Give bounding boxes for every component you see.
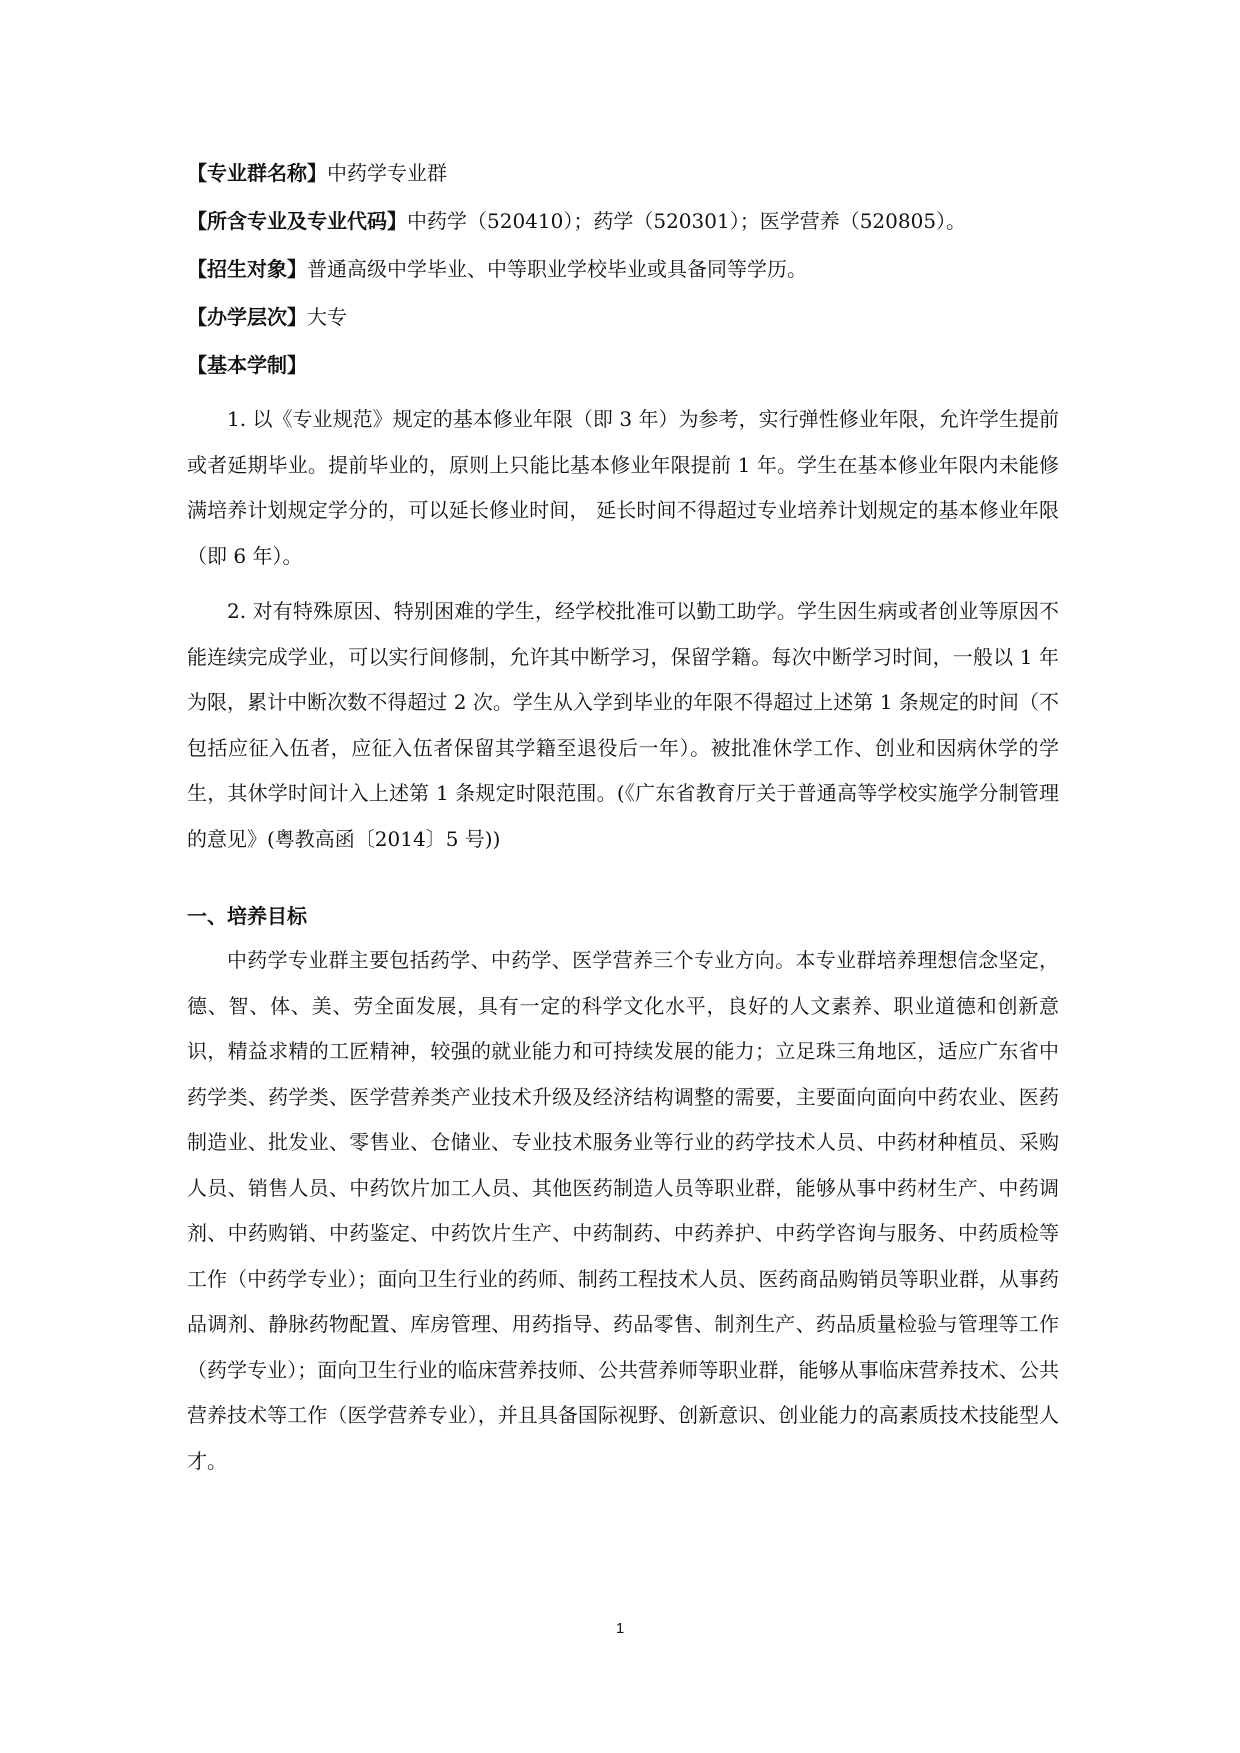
enrollment-line [187,253,1059,286]
enrollment-value: 普通高级中学毕业、中等职业学校毕业或具备同等学历。 [307,257,807,281]
majors-value: 中药学（520410）；药学（520301）；医学营养（520805）。 [407,209,967,233]
page-content [187,157,1059,1484]
section-heading-training-goals: 一、培养目标 [187,904,307,928]
training-goals-paragraph: 中药学专业群主要包括药学、中药学、医学营养三个专业方向。本专业群培养理想信念坚定，德、智、体、美、劳全面发展，具有一定的科学文化水平，良好的人文素养、职业道德和创新意识，精益求精的工匠精神，较强的就业能力和可持续发展的能力；立足珠三角地区，适应广东省中药学类、药学类、医学营养类产业技术升级及经济结构调整的需要，主要面向面向中药农业、医药制造业、批发业、零售业、仓储业、专业技术服务业等行业的药学技术人员、中药材种植员、采购人员、销售人员、中药饮片加工人员、其他医药制造人员等职业群，能够从事中药材生产、中药调剂、中药购销、中药鉴定、中药饮片生产、中药制药、中药养护、中药学咨询与服务、中药质检等工作（中药学专业）；面向卫生行业的药师、制药工程技术人员、医药商品购销员等职业群，从事药品调剂、静脉药物配置、库房管理、用药指导、药品零售、制剂生产、药品质量检验与管理等工作（药学专业）；面向卫生行业的临床营养技师、公共营养师等职业群，能够从事临床营养技术、公共营养技术等工作（医学营养专业），并且具备国际视野、创新意识、创业能力的高素质技术技能型人才。 [187,948,1059,1473]
level-value: 大专 [307,305,347,329]
group-name-value: 中药学专业群 [327,161,447,185]
schooling-paragraph-1: 1. 以《专业规范》规定的基本修业年限（即 3 年）为参考，实行弹性修业年限，允许学生提前或者延期毕业。提前毕业的，原则上只能比基本修业年限提前 1 年。学生在基本修业年限内未能修满培养计划规定学分的，可以延长修业时间， 延长时间不得超过专业培养计划规定的基本修业年限（即 6 年）。 [187,407,1059,568]
schooling-paragraph-2: 2. 对有特殊原因、特别困难的学生，经学校批准可以勤工助学。学生因生病或者创业等原因不能连续完成学业，可以实行间修制，允许其中断学习，保留学籍。每次中断学习时间，一般以 1 年为限，累计中断次数不得超过 2 次。学生从入学到毕业的年限不得超过上述第 1 条规定的时间（不包括应征入伍者，应征入伍者保留其学籍至退役后一年）。被批准休学工作、创业和因病休学的学生，其休学时间计入上述第 1 条规定时限范围。(《广东省教育厅关于普通高等学校实施学分制管理的意见》(粤教高函〔2014〕5 号)) [187,599,1059,851]
enrollment-label: 【招生对象】 [187,257,307,281]
group-name-label: 【专业群名称】 [187,161,327,185]
schooling-label: 【基本学制】 [187,353,307,377]
group-name-line [187,157,1059,190]
level-label: 【办学层次】 [187,305,307,329]
majors-label: 【所含专业及专业代码】 [187,209,407,233]
page-number: 1 [615,1620,625,1637]
schooling-line [187,349,1059,382]
majors-line [187,205,1059,238]
level-line [187,301,1059,334]
paragraph-spacer [187,579,1059,589]
